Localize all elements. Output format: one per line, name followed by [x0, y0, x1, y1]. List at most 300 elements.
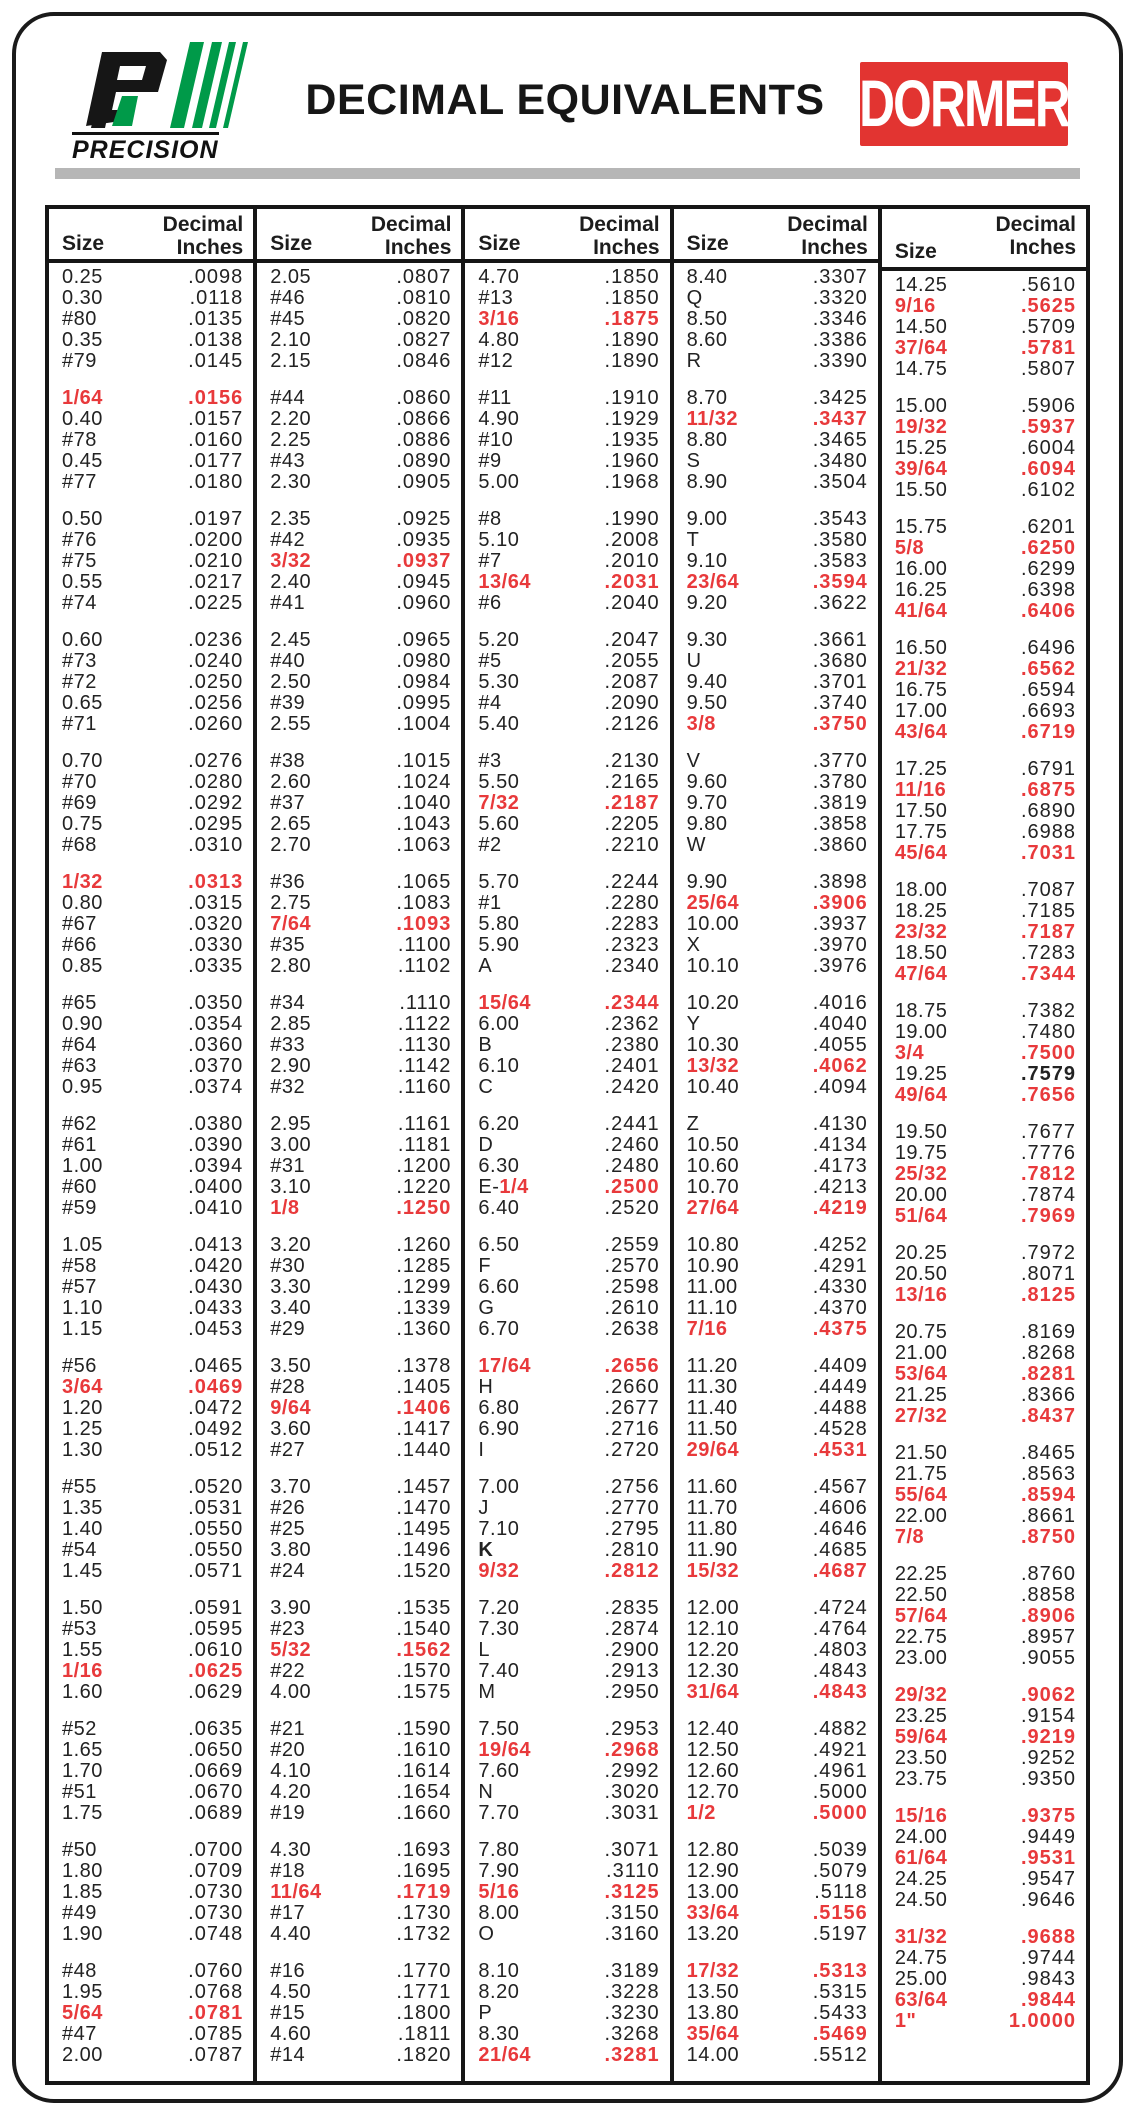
table-row	[674, 430, 878, 451]
table-row	[257, 1540, 461, 1561]
row-block	[465, 630, 669, 735]
row-block	[674, 993, 878, 1098]
decimal-cell: .0625	[188, 1660, 244, 1682]
size-cell: 1.35	[62, 1497, 103, 1519]
decimal-cell: .0315	[188, 892, 244, 914]
table-row	[674, 2024, 878, 2045]
size-cell: 20.50	[894, 1263, 948, 1285]
decimal-cell: .2770	[604, 1497, 660, 1519]
decimal-cell: .0730	[188, 1881, 244, 1903]
size-cell: #78	[62, 429, 97, 451]
table-row	[257, 551, 461, 572]
row-block	[257, 1719, 461, 1824]
size-cell: #67	[62, 913, 97, 935]
table-row	[257, 288, 461, 309]
table-row	[882, 1927, 1086, 1948]
table-row	[882, 1022, 1086, 1043]
table-row	[882, 1143, 1086, 1164]
decimal-cell: .1732	[396, 1923, 452, 1945]
size-cell: 19.00	[894, 1021, 948, 1043]
size-header: Size	[62, 232, 105, 255]
row-block	[465, 1235, 669, 1340]
size-cell: 18.50	[894, 942, 948, 964]
size-cell: #56	[62, 1355, 97, 1377]
table-row	[465, 1761, 669, 1782]
table-row	[674, 1298, 878, 1319]
decimal-cell: .2380	[604, 1034, 660, 1056]
table-row	[674, 630, 878, 651]
table-row	[49, 1156, 253, 1177]
table-row	[49, 1924, 253, 1945]
decimal-cell: .1850	[604, 287, 660, 309]
table-row	[674, 1903, 878, 1924]
decimal-cell: .0781	[188, 2002, 244, 2024]
table-row	[465, 1682, 669, 1703]
table-row	[49, 1440, 253, 1461]
size-cell: 10.10	[686, 955, 740, 977]
size-cell: 0.95	[62, 1076, 103, 1098]
size-cell: 1/16	[62, 1660, 103, 1682]
decimal-cell: .0890	[396, 450, 452, 472]
precision-logo-mark	[72, 40, 272, 134]
table-row	[257, 672, 461, 693]
decimal-cell: .0330	[188, 934, 244, 956]
table-row	[257, 1298, 461, 1319]
decimal-cell: .4687	[812, 1560, 868, 1582]
table-row	[257, 1640, 461, 1661]
size-cell: 1.55	[62, 1639, 103, 1661]
decimal-cell: .2210	[604, 834, 660, 856]
table-row	[674, 1761, 878, 1782]
table-column-3	[461, 209, 669, 2081]
table-row	[465, 914, 669, 935]
decimal-cell: .2598	[604, 1276, 660, 1298]
size-cell: 21.25	[894, 1384, 948, 1406]
decimal-cell: .4375	[812, 1318, 868, 1340]
row-block	[257, 1598, 461, 1703]
table-row	[882, 517, 1086, 538]
row-block	[882, 1927, 1086, 2032]
decimal-cell: .3906	[812, 892, 868, 914]
decimal-cell: .5807	[1020, 358, 1077, 380]
decimal-cell: .2055	[604, 650, 660, 672]
size-cell: 22.00	[894, 1505, 948, 1527]
size-cell: 23.25	[894, 1705, 948, 1727]
table-row	[674, 1961, 878, 1982]
table-row	[674, 1035, 878, 1056]
size-cell: 2.60	[270, 771, 312, 793]
decimal-cell: .0689	[188, 1802, 244, 1824]
header-divider-bar	[55, 168, 1080, 179]
size-cell: #46	[270, 287, 306, 309]
table-row	[465, 1924, 669, 1945]
decimal-cell: .7185	[1020, 900, 1077, 922]
table-row	[674, 1356, 878, 1377]
table-row	[465, 430, 669, 451]
table-row	[49, 409, 253, 430]
decimal-cell: .0276	[188, 750, 244, 772]
decimal-cell: .3071	[604, 1839, 660, 1861]
size-cell: 5.60	[478, 813, 520, 835]
table-row	[674, 1682, 878, 1703]
size-cell: #41	[270, 592, 306, 614]
decimal-cell: .0177	[188, 450, 244, 472]
size-cell: #39	[270, 692, 306, 714]
table-row	[49, 388, 253, 409]
size-cell: #59	[62, 1197, 97, 1219]
table-row	[49, 1356, 253, 1377]
table-row	[674, 409, 878, 430]
table-row	[882, 417, 1086, 438]
decimal-cell: .1417	[396, 1418, 452, 1440]
table-row	[49, 1077, 253, 1098]
table-column-5	[878, 209, 1086, 2081]
table-row	[257, 451, 461, 472]
table-row	[674, 1498, 878, 1519]
decimal-cell: .0629	[188, 1681, 244, 1703]
decimal-cell: .0295	[188, 813, 244, 835]
size-cell: 4.60	[270, 2023, 312, 2045]
table-row	[465, 1961, 669, 1982]
decimal-cell: .0160	[188, 429, 244, 451]
row-block	[49, 630, 253, 735]
size-cell: 6.70	[478, 1318, 520, 1340]
table-row	[257, 1803, 461, 1824]
row-block	[674, 1356, 878, 1461]
decimal-cell: .3622	[812, 592, 868, 614]
size-cell: #40	[270, 650, 306, 672]
decimal-cell: .4843	[812, 1660, 868, 1682]
decimal-cell: .7087	[1020, 879, 1077, 901]
size-cell: 2.00	[62, 2044, 103, 2066]
decimal-cell: .7031	[1020, 842, 1077, 864]
decimal-cell: .3701	[812, 671, 868, 693]
decimal-cell: .0635	[188, 1718, 244, 1740]
size-cell: 10.90	[686, 1255, 740, 1277]
size-cell: 12.90	[686, 1860, 740, 1882]
decimal-cell: .0197	[188, 508, 244, 530]
table-row	[882, 1364, 1086, 1385]
size-cell: 5.70	[478, 871, 520, 893]
size-cell: 11.60	[686, 1476, 738, 1498]
decimal-cell: .3661	[812, 629, 868, 651]
size-cell: #74	[62, 592, 97, 614]
table-row	[882, 1627, 1086, 1648]
table-row	[882, 1564, 1086, 1585]
size-cell: 9.90	[686, 871, 728, 893]
table-row	[49, 1619, 253, 1640]
table-row	[674, 1924, 878, 1945]
table-row	[49, 993, 253, 1014]
table-row	[49, 472, 253, 493]
decimal-cell: .2323	[604, 934, 660, 956]
size-cell: 1/64	[62, 387, 103, 409]
table-row	[465, 1077, 669, 1098]
table-row	[49, 630, 253, 651]
table-row	[882, 1185, 1086, 1206]
size-cell: 2.15	[270, 350, 312, 372]
size-cell: 9.30	[686, 629, 728, 651]
decimal-cell: .1610	[396, 1739, 452, 1761]
decimal-cell: .1285	[396, 1255, 452, 1277]
size-cell: #60	[62, 1176, 97, 1198]
table-row	[257, 914, 461, 935]
row-block	[882, 396, 1086, 501]
size-cell: 6.50	[478, 1234, 520, 1256]
size-cell: #8	[478, 508, 502, 530]
row-block	[49, 1719, 253, 1824]
decimal-cell: .2420	[604, 1076, 660, 1098]
table-row	[49, 914, 253, 935]
decimal-cell: .0610	[188, 1639, 244, 1661]
size-cell: 6.40	[478, 1197, 520, 1219]
decimal-cell: .0225	[188, 592, 244, 614]
table-row	[674, 1882, 878, 1903]
size-cell: 17.25	[894, 758, 948, 780]
table-row	[49, 1319, 253, 1340]
table-row	[882, 1122, 1086, 1143]
table-row	[49, 1761, 253, 1782]
size-cell: 49/64	[894, 1084, 948, 1106]
decimal-cell: .0370	[188, 1055, 244, 1077]
table-row	[882, 943, 1086, 964]
table-row	[674, 1156, 878, 1177]
decimal-cell: .2968	[604, 1739, 660, 1761]
decimal-inches-header: Decimal Inches	[579, 213, 660, 259]
table-row	[465, 1419, 669, 1440]
size-cell: 21/32	[894, 658, 948, 680]
table-row	[49, 593, 253, 614]
size-cell: 6.00	[478, 1013, 520, 1035]
decimal-cell: .7187	[1020, 921, 1077, 943]
size-cell: #4	[478, 692, 502, 714]
column-body	[674, 263, 878, 2082]
table-row	[257, 1356, 461, 1377]
size-cell: 3.00	[270, 1134, 312, 1156]
size-cell: 11.80	[686, 1518, 738, 1540]
size-cell: 15/16	[894, 1805, 948, 1827]
decimal-cell: .4803	[812, 1639, 868, 1661]
table-row	[49, 1298, 253, 1319]
decimal-cell: .0846	[396, 350, 452, 372]
size-cell: #52	[62, 1718, 97, 1740]
decimal-cell: .1562	[396, 1639, 452, 1661]
table-row	[674, 309, 878, 330]
size-cell: #80	[62, 308, 97, 330]
size-cell: #16	[270, 1960, 306, 1982]
decimal-cell: .0410	[188, 1197, 244, 1219]
decimal-cell: .1065	[396, 871, 452, 893]
decimal-cell: .2953	[604, 1718, 660, 1740]
table-row	[49, 793, 253, 814]
size-cell: #75	[62, 550, 97, 572]
size-cell: Z	[686, 1113, 700, 1135]
table-row	[465, 835, 669, 856]
decimal-cell: .0390	[188, 1134, 244, 1156]
size-cell: 5.10	[478, 529, 520, 551]
size-cell: #23	[270, 1618, 306, 1640]
table-row	[49, 672, 253, 693]
size-cell: 18.25	[894, 900, 948, 922]
size-cell: 4.50	[270, 1981, 312, 2003]
size-cell: 11.30	[686, 1376, 738, 1398]
size-cell: #24	[270, 1560, 306, 1582]
decimal-cell: .1040	[396, 792, 452, 814]
size-cell: 13.20	[686, 1923, 740, 1945]
decimal-cell: .1015	[396, 750, 452, 772]
decimal-cell: .5197	[812, 1923, 868, 1945]
size-cell: 59/64	[894, 1726, 948, 1748]
table-row	[882, 638, 1086, 659]
table-row	[257, 1014, 461, 1035]
size-cell: 5.90	[478, 934, 520, 956]
decimal-cell: .1200	[396, 1155, 452, 1177]
table-row	[257, 814, 461, 835]
size-cell: N	[478, 1781, 494, 1803]
table-row	[49, 1803, 253, 1824]
decimal-cell: .8071	[1020, 1263, 1077, 1285]
table-row	[465, 1619, 669, 1640]
row-block	[882, 759, 1086, 864]
size-cell: P	[478, 2002, 493, 2024]
decimal-cell: .3307	[812, 266, 868, 288]
table-row	[49, 1840, 253, 1861]
size-cell: #11	[478, 387, 512, 409]
table-row	[882, 843, 1086, 864]
size-cell: #13	[478, 287, 514, 309]
table-row	[882, 1085, 1086, 1106]
row-block	[674, 751, 878, 856]
size-cell: 8.70	[686, 387, 728, 409]
table-row	[465, 814, 669, 835]
size-cell: 27/32	[894, 1405, 948, 1427]
size-cell: 3/4	[894, 1042, 925, 1064]
column-header	[465, 209, 669, 263]
decimal-cell: .4567	[812, 1476, 868, 1498]
decimal-cell: .0469	[188, 1376, 244, 1398]
decimal-cell: .4219	[812, 1197, 868, 1219]
decimal-cell: .9252	[1020, 1747, 1077, 1769]
decimal-cell: .1575	[396, 1681, 452, 1703]
decimal-cell: .8760	[1020, 1563, 1077, 1585]
table-row	[674, 509, 878, 530]
size-cell: 2.45	[270, 629, 312, 651]
decimal-cell: .2047	[604, 629, 660, 651]
size-cell: 9.20	[686, 592, 728, 614]
size-cell: 8.10	[478, 1960, 520, 1982]
size-cell: 1.20	[62, 1397, 103, 1419]
size-cell: 0.25	[62, 266, 103, 288]
size-cell: 27/64	[686, 1197, 740, 1219]
table-row	[49, 1419, 253, 1440]
size-cell: 13/64	[478, 571, 531, 593]
decimal-cell: .6004	[1020, 437, 1077, 459]
decimal-cell: .0550	[188, 1539, 244, 1561]
decimal-cell: .1130	[397, 1034, 452, 1056]
size-cell: 21/64	[478, 2044, 531, 2066]
decimal-cell: .0310	[188, 834, 244, 856]
table-row	[49, 1519, 253, 1540]
table-row	[882, 780, 1086, 801]
table-row	[49, 551, 253, 572]
decimal-cell: .0360	[188, 1034, 244, 1056]
table-row	[257, 472, 461, 493]
decimal-cell: .3437	[812, 408, 868, 430]
decimal-cell: .0138	[188, 329, 244, 351]
decimal-cell: .7677	[1020, 1121, 1077, 1143]
decimal-cell: .0785	[188, 2023, 244, 2045]
size-cell: C	[478, 1076, 494, 1098]
decimal-cell: .1457	[396, 1476, 452, 1498]
row-block	[674, 1114, 878, 1219]
decimal-cell: .3858	[812, 813, 868, 835]
table-row	[674, 1077, 878, 1098]
size-cell: 25/64	[686, 892, 740, 914]
decimal-cell: .3780	[812, 771, 868, 793]
size-cell: 10.40	[686, 1076, 740, 1098]
row-block	[257, 509, 461, 614]
table-row	[882, 1527, 1086, 1548]
size-cell: #2	[478, 834, 502, 856]
decimal-cell: .1260	[396, 1234, 452, 1256]
decimal-cell: .2283	[604, 913, 660, 935]
size-cell: 3.90	[270, 1597, 312, 1619]
table-row	[257, 935, 461, 956]
table-row	[674, 935, 878, 956]
size-cell: 4.90	[478, 408, 520, 430]
table-row	[49, 1661, 253, 1682]
size-cell: 0.35	[62, 329, 103, 351]
table-row	[674, 1477, 878, 1498]
decimal-cell: .8563	[1020, 1463, 1077, 1485]
table-row	[257, 351, 461, 372]
row-block	[257, 1356, 461, 1461]
row-block	[257, 1961, 461, 2066]
decimal-cell: .2656	[604, 1355, 660, 1377]
table-row	[465, 772, 669, 793]
size-cell: 7.90	[478, 1860, 520, 1882]
table-row	[257, 1177, 461, 1198]
table-row	[882, 296, 1086, 317]
size-cell: 0.75	[62, 813, 103, 835]
table-row	[257, 1035, 461, 1056]
table-row	[674, 772, 878, 793]
decimal-cell: .1299	[396, 1276, 452, 1298]
decimal-cell: .2677	[604, 1397, 660, 1419]
size-cell: 23.00	[894, 1647, 948, 1669]
size-cell: #34	[270, 992, 306, 1014]
decimal-cell: .3320	[812, 287, 868, 309]
decimal-cell: .8858	[1020, 1584, 1077, 1606]
table-row	[257, 1882, 461, 1903]
table-row	[465, 1561, 669, 1582]
table-row	[257, 835, 461, 856]
decimal-cell: .3425	[812, 387, 868, 409]
table-row	[882, 659, 1086, 680]
decimal-cell: .0571	[188, 1560, 244, 1582]
precision-logo-text: PRECISION	[72, 132, 219, 165]
table-row	[257, 593, 461, 614]
table-row	[257, 309, 461, 330]
table-row	[257, 1440, 461, 1461]
decimal-cell: .8281	[1020, 1363, 1077, 1385]
decimal-cell: .4921	[812, 1739, 868, 1761]
decimal-cell: .3390	[812, 350, 868, 372]
table-row	[882, 1685, 1086, 1706]
decimal-cell: .0787	[188, 2044, 244, 2066]
table-row	[49, 572, 253, 593]
decimal-cell: .2280	[604, 892, 660, 914]
